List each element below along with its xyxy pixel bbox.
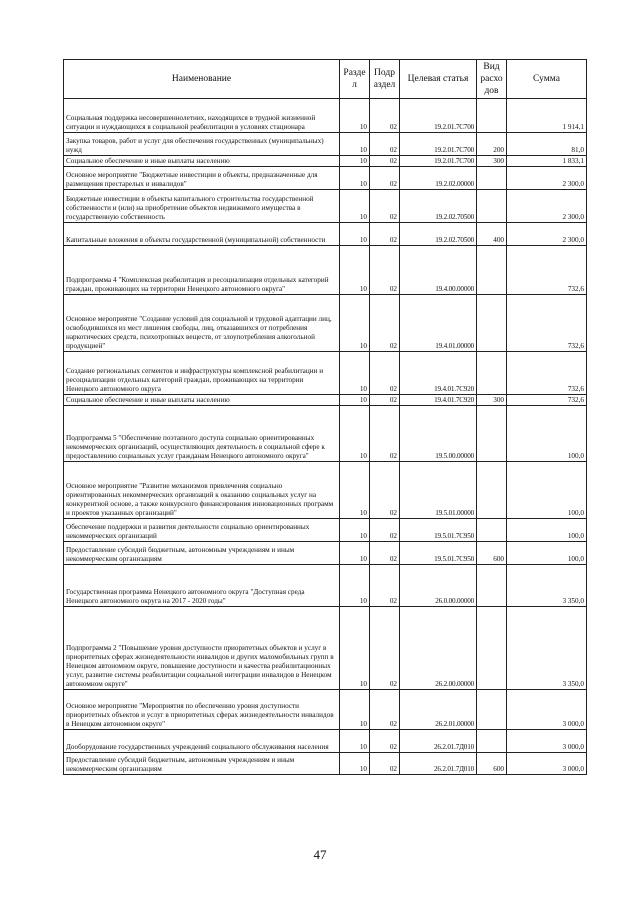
cell-article: 26.0.00.00000 (400, 565, 477, 607)
table-row (64, 607, 587, 690)
cell-razdel: 10 (340, 519, 370, 542)
cell-article: 19.4.00.00000 (400, 246, 477, 295)
cell-name: Основное мероприятие "Развитие механизмов привлечения социально ориентированных некоммерческих организаций к оказанию социальных услуг на конкурентной основе, а также конкурсного финансирования инновационных программ и проектов указанных организаций" (64, 462, 340, 519)
table-row (64, 156, 587, 167)
cell-vid (477, 99, 507, 133)
cell-article: 19.4.01.00000 (400, 295, 477, 352)
cell-article: 19.5.01.00000 (400, 462, 477, 519)
table-row (64, 223, 587, 246)
cell-name: Социальное обеспечение и иные выплаты населению (64, 395, 340, 406)
cell-vid: 600 (477, 753, 507, 775)
cell-podrazdel: 02 (370, 395, 400, 406)
cell-name: Обеспечение поддержки и развития деятельности социально ориентированных некоммерческих организаций (64, 519, 340, 542)
cell-article: 19.2.02.00000 (400, 167, 477, 190)
cell-vid (477, 607, 507, 690)
cell-sum: 1 833,1 (507, 156, 587, 167)
cell-razdel: 10 (340, 406, 370, 462)
table-row (64, 167, 587, 190)
cell-sum: 100,0 (507, 519, 587, 542)
cell-name: Капитальные вложения в объекты государственной (муниципальной) собственности (64, 223, 340, 246)
cell-razdel: 10 (340, 730, 370, 753)
table-row (64, 730, 587, 753)
table-row (64, 246, 587, 295)
cell-vid: 300 (477, 395, 507, 406)
cell-sum: 3 000,0 (507, 753, 587, 775)
table-row (64, 99, 587, 133)
cell-name: Подпрограмма 2 "Повышение уровня доступности приоритетных объектов и услуг в приоритетных сферах жизнедеятельности инвалидов и других маломобильных групп в Ненецком автономном округе, повышение доступности и качества реабилитационных услуг, развитие системы реабилитации социальной интеграции инвалидов в Ненецком автономном округе" (64, 607, 340, 690)
cell-razdel: 10 (340, 462, 370, 519)
table-row (64, 352, 587, 395)
budget-table (63, 59, 587, 775)
cell-article: 19.2.01.7С700 (400, 99, 477, 133)
table-row (64, 519, 587, 542)
cell-name: Подпрограмма 4 "Комплексная реабилитация и ресоциализация отдельных категорий граждан, проживающих на территории Ненецкого автономного округа" (64, 246, 340, 295)
cell-sum: 3 350,0 (507, 565, 587, 607)
cell-vid (477, 167, 507, 190)
cell-razdel: 10 (340, 133, 370, 156)
table-row (64, 406, 587, 462)
header-name: Наименование (64, 60, 340, 99)
cell-podrazdel: 02 (370, 406, 400, 462)
table-row (64, 190, 587, 223)
table-row (64, 133, 587, 156)
cell-podrazdel: 02 (370, 462, 400, 519)
cell-vid (477, 246, 507, 295)
cell-podrazdel: 02 (370, 690, 400, 730)
cell-vid (477, 690, 507, 730)
cell-sum: 2 300,0 (507, 167, 587, 190)
cell-article: 19.5.01.7С950 (400, 519, 477, 542)
cell-podrazdel: 02 (370, 246, 400, 295)
cell-vid (477, 519, 507, 542)
cell-razdel: 10 (340, 607, 370, 690)
cell-name: Бюджетные инвестиции в объекты капитального строительства государственной собственности и (или) на приобретение объектов недвижимого имущества в государственную собственность (64, 190, 340, 223)
cell-article: 19.2.01.7С700 (400, 133, 477, 156)
cell-sum: 3 350,0 (507, 607, 587, 690)
cell-razdel: 10 (340, 167, 370, 190)
cell-podrazdel: 02 (370, 133, 400, 156)
cell-razdel: 10 (340, 565, 370, 607)
cell-vid (477, 190, 507, 223)
page-number: 47 (313, 847, 327, 862)
cell-name: Предоставление субсидий бюджетным, автономным учреждениям и иным некоммерческим организациям (64, 542, 340, 565)
cell-article: 26.2.01.00000 (400, 690, 477, 730)
cell-sum: 2 300,0 (507, 190, 587, 223)
header-row (64, 60, 587, 99)
cell-name: Социальное обеспечение и иные выплаты населению (64, 156, 340, 167)
cell-vid (477, 462, 507, 519)
cell-sum: 100,0 (507, 462, 587, 519)
cell-name: Дооборудование государственных учреждений социального обслуживания населения (64, 730, 340, 753)
header-podrazdel: Подр аздел (370, 60, 400, 99)
cell-sum: 81,0 (507, 133, 587, 156)
cell-razdel: 10 (340, 395, 370, 406)
cell-razdel: 10 (340, 99, 370, 133)
cell-podrazdel: 02 (370, 99, 400, 133)
cell-sum: 732,6 (507, 395, 587, 406)
cell-name: Социальная поддержка несовершеннолетних, находящихся в трудной жизненной ситуации и нуждающихся в социальной реабилитации в условиях стационара (64, 99, 340, 133)
cell-name: Государственная программа Ненецкого автономного округа "Доступная среда Ненецкого автономного округа на 2017 - 2020 годы" (64, 565, 340, 607)
header-vid: Вид расхо дов (477, 60, 507, 99)
table-row (64, 690, 587, 730)
cell-sum: 732,6 (507, 295, 587, 352)
table-row (64, 462, 587, 519)
cell-article: 19.5.01.7С950 (400, 542, 477, 565)
cell-podrazdel: 02 (370, 519, 400, 542)
header-razdel: Разде л (340, 60, 370, 99)
table-row (64, 295, 587, 352)
table-row (64, 753, 587, 775)
cell-vid (477, 730, 507, 753)
table-row (64, 542, 587, 565)
cell-vid (477, 295, 507, 352)
cell-podrazdel: 02 (370, 167, 400, 190)
cell-vid: 200 (477, 133, 507, 156)
cell-podrazdel: 02 (370, 730, 400, 753)
cell-sum: 3 000,0 (507, 690, 587, 730)
cell-podrazdel: 02 (370, 295, 400, 352)
cell-razdel: 10 (340, 223, 370, 246)
cell-vid: 600 (477, 542, 507, 565)
cell-name: Создание региональных сегментов и инфраструктуры комплексной реабилитации и ресоциализации отдельных категорий граждан, проживающих на территории Ненецкого автономного округа (64, 352, 340, 395)
cell-sum: 100,0 (507, 406, 587, 462)
cell-sum: 1 914,1 (507, 99, 587, 133)
cell-razdel: 10 (340, 352, 370, 395)
header-article: Целевая статья (400, 60, 477, 99)
cell-vid (477, 406, 507, 462)
cell-podrazdel: 02 (370, 607, 400, 690)
cell-podrazdel: 02 (370, 190, 400, 223)
cell-name: Основное мероприятие "Мероприятия по обеспечению уровня доступности приоритетных объектов и услуг в приоритетных сферах жизнедеятельности инвалидов в Ненецком автономном округе" (64, 690, 340, 730)
cell-vid: 400 (477, 223, 507, 246)
cell-article: 19.4.01.7С920 (400, 352, 477, 395)
cell-podrazdel: 02 (370, 223, 400, 246)
cell-sum: 3 000,0 (507, 730, 587, 753)
cell-article: 19.4.01.7С920 (400, 395, 477, 406)
cell-razdel: 10 (340, 542, 370, 565)
cell-razdel: 10 (340, 246, 370, 295)
cell-name: Основное мероприятие "Создание условий для социальной и трудовой адаптации лиц, освободившихся из мест лишения свободы, лиц, отказавшихся от потребления наркотических средств, психотропных веществ, от злоупотребления алкогольной продукцией" (64, 295, 340, 352)
cell-article: 26.2.01.7Д010 (400, 753, 477, 775)
cell-razdel: 10 (340, 753, 370, 775)
cell-article: 19.5.00.00000 (400, 406, 477, 462)
cell-razdel: 10 (340, 190, 370, 223)
cell-sum: 732,6 (507, 352, 587, 395)
cell-podrazdel: 02 (370, 352, 400, 395)
cell-article: 19.2.01.7С700 (400, 156, 477, 167)
cell-name: Закупка товаров, работ и услуг для обеспечения государственных (муниципальных) нужд (64, 133, 340, 156)
cell-podrazdel: 02 (370, 565, 400, 607)
cell-article: 26.2.01.7Д010 (400, 730, 477, 753)
cell-sum: 732,6 (507, 246, 587, 295)
cell-name: Подпрограмма 5 "Обеспечение поэтапного доступа социально ориентированных некоммерческих организаций, осуществляющих деятельность в социальной сфере к предоставлению социальных услуг гражданам Ненецкого автономного округа" (64, 406, 340, 462)
cell-podrazdel: 02 (370, 753, 400, 775)
cell-vid (477, 565, 507, 607)
table-row (64, 565, 587, 607)
cell-article: 19.2.02.70500 (400, 190, 477, 223)
cell-podrazdel: 02 (370, 156, 400, 167)
cell-razdel: 10 (340, 295, 370, 352)
cell-sum: 100,0 (507, 542, 587, 565)
cell-podrazdel: 02 (370, 542, 400, 565)
cell-name: Предоставление субсидий бюджетным, автономным учреждениям и иным некоммерческим организациям (64, 753, 340, 775)
cell-vid (477, 352, 507, 395)
cell-article: 26.2.00.00000 (400, 607, 477, 690)
cell-name: Основное мероприятие "Бюджетные инвестиции в объекты, предназначенные для размещения престарелых и инвалидов" (64, 167, 340, 190)
table-body (64, 99, 587, 775)
cell-sum: 2 300,0 (507, 223, 587, 246)
cell-article: 19.2.02.70500 (400, 223, 477, 246)
cell-vid: 300 (477, 156, 507, 167)
cell-razdel: 10 (340, 156, 370, 167)
cell-razdel: 10 (340, 690, 370, 730)
table-row (64, 395, 587, 406)
header-sum: Сумма (507, 60, 587, 99)
